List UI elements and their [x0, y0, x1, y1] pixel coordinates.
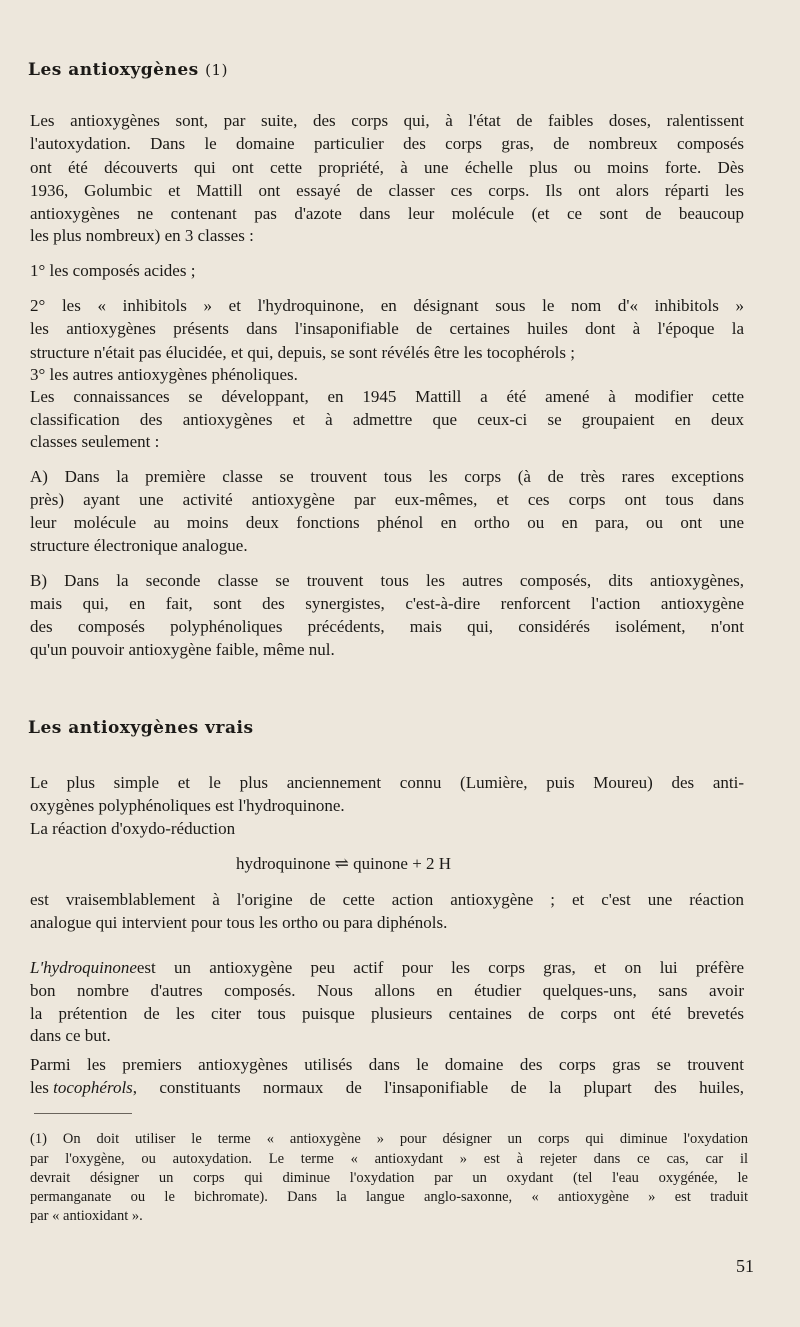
page-number: 51	[736, 1256, 754, 1276]
para5-line: bon nombre d'autres composés. Nous allons en étudier quelques-uns, sans avoir	[30, 981, 744, 1000]
para1-line: ont été découverts qui ont cette propriété, à une échelle plus ou moins forte. Dès	[30, 158, 744, 177]
para4-line: est vraisemblablement à l'origine de cette action antioxygène ; et c'est une réaction	[30, 890, 744, 909]
para5-line: la prétention de les citer tous puisque plusieurs centaines de corps ont été brevetés	[30, 1004, 744, 1023]
class-b-line: qu'un pouvoir antioxygène faible, même nul.	[30, 640, 335, 659]
list-item-2-line: 2° les « inhibitols » et l'hydroquinone, en désignant sous le nom d'« inhibitols »	[30, 296, 744, 315]
para1-line: 1936, Golumbic et Mattill ont essayé de classer ces corps. Ils ont alors réparti les	[30, 181, 744, 200]
footnote-line: par l'oxygène, ou autoxydation. Le terme « antioxydant » est à rejeter dans ce cas, car il	[30, 1151, 748, 1167]
para5-first-line-rest: est un antioxygène peu actif pour les corps gras, et on lui préfère	[136, 958, 744, 977]
section-heading-antioxygenes-vrais: Les antioxygènes vrais	[28, 718, 254, 738]
para1-line: l'autoxydation. Dans le domaine particulier des corps gras, de nombreux composés	[30, 134, 744, 153]
footnote-marker: (1)	[205, 61, 228, 79]
class-b-line: B) Dans la seconde classe se trouvent tous les autres composés, dits antioxygènes,	[30, 571, 744, 590]
class-b-line: mais qui, en fait, sont des synergistes, c'est-à-dire renforcent l'action antioxygène	[30, 594, 744, 613]
para6-line2-start: les	[30, 1078, 54, 1097]
italic-term-tocopherols: tocophérols	[53, 1078, 133, 1097]
para4-line: analogue qui intervient pour tous les ortho ou para diphénols.	[30, 913, 448, 932]
para1-line: les plus nombreux) en 3 classes :	[30, 226, 254, 245]
class-b-line: des composés polyphénoliques précédents, mais qui, considérés isolément, n'ont	[30, 617, 744, 636]
para6-second-line	[30, 1077, 744, 1099]
section-heading-antioxygenes	[28, 60, 228, 80]
italic-term-hydroquinone: L'hydroquinone	[30, 958, 137, 977]
para2-line: classes seulement :	[30, 432, 160, 451]
footnote-line: permanganate ou le bichromate). Dans la langue anglo-saxonne, « antioxygène » est traduit	[30, 1189, 748, 1205]
list-item-2-line: les antioxygènes présents dans l'insaponifiable de certaines huiles dont à l'époque la	[30, 319, 744, 338]
footnote-line: devrait désigner un corps qui diminue l'oxydation par un oxydant (tel l'eau oxygénée, le	[30, 1170, 748, 1186]
para1-line: Les antioxygènes sont, par suite, des corps qui, à l'état de faibles doses, ralentissent	[30, 111, 744, 130]
para3-line: Le plus simple et le plus anciennement connu (Lumière, puis Moureu) des anti-	[30, 773, 744, 792]
heading-text: Les antioxygènes	[28, 60, 199, 80]
para6-line: Parmi les premiers antioxygènes utilisés dans le domaine des corps gras se trouvent	[30, 1055, 744, 1074]
para5-first-line	[30, 957, 744, 979]
footnote-line: (1) On doit utiliser le terme « antioxygène » pour désigner un corps qui diminue l'oxydation	[30, 1131, 748, 1147]
class-a-line: A) Dans la première classe se trouvent tous les corps (à de très rares exceptions	[30, 467, 744, 486]
list-item-3: 3° les autres antioxygènes phénoliques.	[30, 365, 298, 384]
class-a-line: leur molécule au moins deux fonctions phénol en ortho ou en para, ou ont une	[30, 513, 744, 532]
list-item-2-line: structure n'était pas élucidée, et qui, depuis, se sont révélés être les tocophérols ;	[30, 343, 575, 362]
footnote-divider	[34, 1113, 132, 1114]
para5-line: dans ce but.	[30, 1026, 111, 1045]
para2-line: Les connaissances se développant, en 1945 Mattill a été amené à modifier cette	[30, 387, 744, 406]
footnote-line: par « antioxidant ».	[30, 1208, 143, 1224]
para3-line: oxygènes polyphénoliques est l'hydroquinone.	[30, 796, 345, 815]
para2-line: classification des antioxygènes et à admettre que ceux-ci se groupaient en deux	[30, 410, 744, 429]
list-item-1: 1° les composés acides ;	[30, 261, 196, 280]
para1-line: antioxygènes ne contenant pas d'azote dans leur molécule (et ce sont de beaucoup	[30, 204, 744, 223]
reaction-equation: hydroquinone ⇌ quinone + 2 H	[236, 854, 452, 873]
class-a-line: structure électronique analogue.	[30, 536, 248, 555]
para6-line2-rest: , constituants normaux de l'insaponifiable de la plupart des huiles,	[132, 1078, 744, 1097]
class-a-line: près) ayant une activité antioxygène par eux-mêmes, et ces corps ont tous dans	[30, 490, 744, 509]
para3-line: La réaction d'oxydo-réduction	[30, 819, 236, 838]
